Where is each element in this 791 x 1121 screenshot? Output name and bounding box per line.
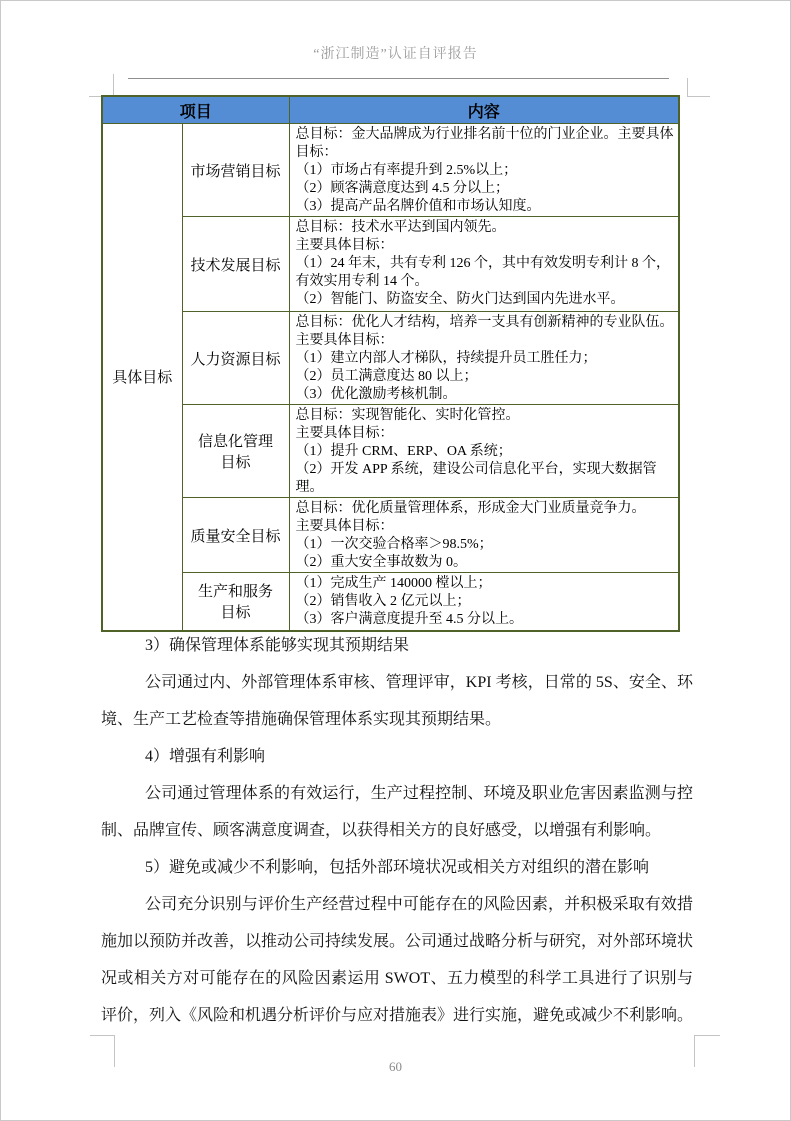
page-number: 60 xyxy=(389,1059,402,1074)
content-line: （2）员工满意度达 80 以上； xyxy=(295,369,478,384)
table-header-item: 项目 xyxy=(102,96,289,124)
row-label-it xyxy=(182,405,289,498)
row-label-line: 生产和服务 xyxy=(198,584,274,601)
row-content-quality-safety xyxy=(289,498,679,573)
row-label-line: 目标 xyxy=(220,605,251,622)
row-content-technology xyxy=(289,217,679,312)
table-row xyxy=(102,498,679,573)
content-line: （1）24 年末，共有专利 126 个，其中有效发明专利计 8 个，有效实用专利 14 个。 xyxy=(295,256,671,289)
content-line: （1）一次交验合格率＞98.5%； xyxy=(295,537,493,552)
table-row xyxy=(102,124,679,217)
row-label-production-service xyxy=(182,573,289,631)
content-line: 总目标：实现智能化、实时化管控。 xyxy=(295,408,520,423)
content-line: 总目标：优化质量管理体系，形成金大门业质量竞争力。 xyxy=(295,501,646,516)
page-header-title: “浙江制造”认证自评报告 xyxy=(313,47,478,62)
header-rule xyxy=(128,78,669,79)
content-line: （1）提升 CRM、ERP、OA 系统； xyxy=(295,444,512,459)
content-line: （3）客户满意度提升至 4.5 分以上。 xyxy=(295,612,524,627)
content-line: （2）开发 APP 系统，建设公司信息化平台，实现大数据管理。 xyxy=(295,462,657,495)
margin-corner-mark-top-left xyxy=(89,74,114,97)
paragraph-4-body: 公司通过管理体系的有效运行，生产过程控制、环境及职业危害因素监测与控制、品牌宣传、顾客满意度调查，以获得相关方的良好感受，以增强有利影响。 xyxy=(101,785,693,839)
row-label-line: 目标 xyxy=(220,455,251,471)
margin-corner-mark-top-right xyxy=(687,78,710,97)
paragraph-3-heading: 3）确保管理体系能够实现其预期结果 xyxy=(145,637,410,654)
content-line: （1）市场占有率提升到 2.5%以上； xyxy=(295,163,518,178)
table-row xyxy=(102,573,679,631)
group-label-cell: 具体目标 xyxy=(102,124,182,631)
content-line: 总目标：技术水平达到国内领先。 xyxy=(295,220,506,235)
row-label-technology xyxy=(182,217,289,312)
content-line: 主要具体目标： xyxy=(295,426,394,441)
row-label-line: 技术发展目标 xyxy=(190,257,281,274)
table-row xyxy=(102,405,679,498)
content-line: 主要具体目标： xyxy=(295,238,394,253)
content-line: 主要具体目标： xyxy=(295,519,394,534)
row-content-hr xyxy=(289,312,679,405)
paragraph-5-heading: 5）避免或减少不利影响，包括外部环境状况或相关方对组织的潜在影响 xyxy=(145,859,650,876)
content-line: （3）提高产品名牌价值和市场认知度。 xyxy=(295,199,541,214)
content-line: （2）智能门、防盗安全、防火门达到国内先进水平。 xyxy=(295,292,625,307)
row-label-hr xyxy=(182,312,289,405)
row-label-line: 信息化管理 xyxy=(198,434,274,450)
table-row xyxy=(102,312,679,405)
content-line: （2）重大安全事故数为 0。 xyxy=(295,555,468,570)
row-label-line: 市场营销目标 xyxy=(190,163,281,180)
content-line: （1）建立内部人才梯队，持续提升员工胜任力； xyxy=(295,351,597,366)
content-line: 总目标：优化人才结构，培养一支具有创新精神的专业队伍。 xyxy=(295,315,674,330)
table-row xyxy=(102,217,679,312)
content-line: 主要具体目标： xyxy=(295,333,394,348)
content-line: 总目标：金大品牌成为行业排名前十位的门业企业。主要具体目标： xyxy=(295,127,674,160)
row-content-marketing xyxy=(289,124,679,217)
table-header-row xyxy=(102,96,679,124)
paragraph-4-heading: 4）增强有利影响 xyxy=(145,748,266,765)
row-label-line: 人力资源目标 xyxy=(190,351,281,368)
paragraph-3-body: 公司通过内、外部管理体系审核、管理评审，KPI 考核，日常的 5S、安全、环境、生产工艺检查等措施确保管理体系实现其预期结果。 xyxy=(101,674,693,728)
paragraph-5-body: 公司充分识别与评价生产经营过程中可能存在的风险因素，并积极采取有效措施加以预防并改善，以推动公司持续发展。公司通过战略分析与研究，对外部环境状况或相关方对可能存在的风险因素运用 SWOT、五力模型的科学工具进行了识别与评价，列入《风险和机遇分析评价与应对措施表》进行实施，避免或减少不利影响。 xyxy=(101,896,694,1024)
content-line: （2）销售收入 2 亿元以上； xyxy=(295,594,471,609)
body-text xyxy=(101,627,693,1034)
row-label-line: 质量安全目标 xyxy=(190,528,281,545)
row-label-quality-safety xyxy=(182,498,289,573)
content-line: （3）优化激励考核机制。 xyxy=(295,387,457,402)
table-header-content: 内容 xyxy=(289,96,679,124)
row-content-it xyxy=(289,405,679,498)
row-content-production-service xyxy=(289,573,679,631)
content-line: （2）顾客满意度达到 4.5 分以上； xyxy=(295,181,510,196)
goals-table xyxy=(101,95,680,632)
row-label-marketing xyxy=(182,124,289,217)
content-line: （1）完成生产 140000 樘以上； xyxy=(295,576,492,591)
